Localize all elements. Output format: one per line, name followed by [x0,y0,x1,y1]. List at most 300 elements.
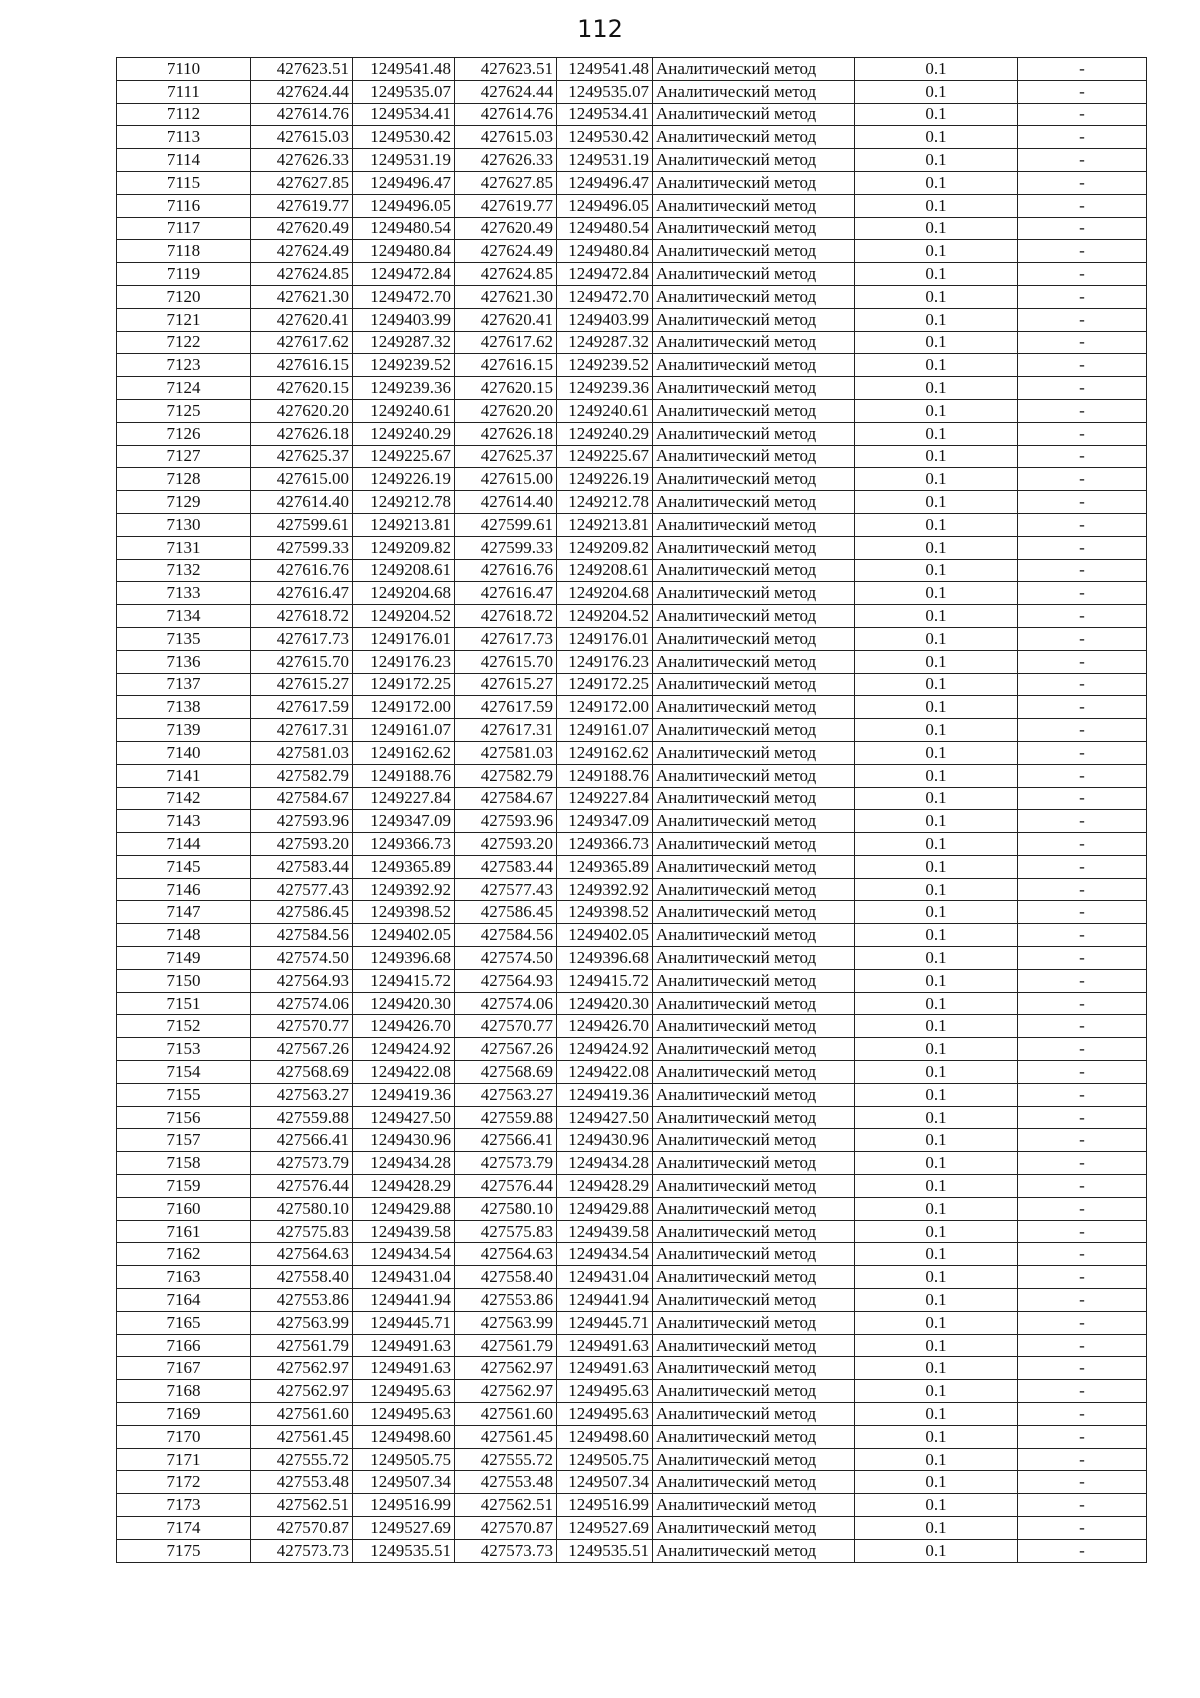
y-coordinate-existing-cell: 1249366.73 [353,833,455,856]
x-coordinate-refined-cell: 427599.33 [455,536,557,559]
accuracy-cell: 0.1 [855,377,1018,400]
x-coordinate-existing-cell: 427586.45 [251,901,353,924]
x-coordinate-refined-cell: 427553.48 [455,1471,557,1494]
y-coordinate-existing-cell: 1249239.36 [353,377,455,400]
point-number-cell: 7121 [117,308,251,331]
determination-method-cell: Аналитический метод [653,833,855,856]
y-coordinate-refined-cell: 1249402.05 [557,924,653,947]
x-coordinate-refined-cell: 427616.47 [455,582,557,605]
y-coordinate-existing-cell: 1249172.25 [353,673,455,696]
y-coordinate-refined-cell: 1249439.58 [557,1220,653,1243]
accuracy-cell: 0.1 [855,217,1018,240]
x-coordinate-existing-cell: 427620.15 [251,377,353,400]
x-coordinate-refined-cell: 427574.06 [455,992,557,1015]
note-cell: - [1018,491,1147,514]
determination-method-cell: Аналитический метод [653,810,855,833]
y-coordinate-existing-cell: 1249188.76 [353,764,455,787]
point-number-cell: 7164 [117,1289,251,1312]
x-coordinate-existing-cell: 427575.83 [251,1220,353,1243]
x-coordinate-refined-cell: 427617.31 [455,719,557,742]
y-coordinate-existing-cell: 1249472.70 [353,285,455,308]
accuracy-cell: 0.1 [855,719,1018,742]
x-coordinate-refined-cell: 427616.76 [455,559,557,582]
x-coordinate-existing-cell: 427570.87 [251,1517,353,1540]
determination-method-cell: Аналитический метод [653,58,855,81]
note-cell: - [1018,1494,1147,1517]
determination-method-cell: Аналитический метод [653,308,855,331]
x-coordinate-existing-cell: 427615.03 [251,126,353,149]
accuracy-cell: 0.1 [855,1425,1018,1448]
x-coordinate-refined-cell: 427593.20 [455,833,557,856]
accuracy-cell: 0.1 [855,285,1018,308]
determination-method-cell: Аналитический метод [653,1152,855,1175]
point-number-cell: 7145 [117,855,251,878]
y-coordinate-refined-cell: 1249240.29 [557,422,653,445]
x-coordinate-refined-cell: 427584.56 [455,924,557,947]
x-coordinate-existing-cell: 427574.50 [251,947,353,970]
x-coordinate-refined-cell: 427624.49 [455,240,557,263]
x-coordinate-existing-cell: 427627.85 [251,171,353,194]
note-cell: - [1018,1517,1147,1540]
y-coordinate-existing-cell: 1249441.94 [353,1289,455,1312]
note-cell: - [1018,1425,1147,1448]
point-number-cell: 7136 [117,650,251,673]
y-coordinate-existing-cell: 1249240.29 [353,422,455,445]
y-coordinate-refined-cell: 1249472.70 [557,285,653,308]
x-coordinate-refined-cell: 427561.60 [455,1403,557,1426]
x-coordinate-existing-cell: 427624.85 [251,263,353,286]
note-cell: - [1018,1083,1147,1106]
x-coordinate-refined-cell: 427614.76 [455,103,557,126]
x-coordinate-existing-cell: 427581.03 [251,741,353,764]
y-coordinate-existing-cell: 1249227.84 [353,787,455,810]
note-cell: - [1018,901,1147,924]
note-cell: - [1018,103,1147,126]
point-number-cell: 7166 [117,1334,251,1357]
y-coordinate-existing-cell: 1249398.52 [353,901,455,924]
x-coordinate-refined-cell: 427562.51 [455,1494,557,1517]
determination-method-cell: Аналитический метод [653,399,855,422]
accuracy-cell: 0.1 [855,1471,1018,1494]
table-row [117,445,1147,468]
x-coordinate-existing-cell: 427615.27 [251,673,353,696]
y-coordinate-existing-cell: 1249204.68 [353,582,455,605]
x-coordinate-existing-cell: 427624.44 [251,80,353,103]
table-row [117,194,1147,217]
point-number-cell: 7129 [117,491,251,514]
x-coordinate-refined-cell: 427627.85 [455,171,557,194]
y-coordinate-existing-cell: 1249419.36 [353,1083,455,1106]
note-cell: - [1018,1243,1147,1266]
x-coordinate-existing-cell: 427615.00 [251,468,353,491]
x-coordinate-refined-cell: 427575.83 [455,1220,557,1243]
x-coordinate-existing-cell: 427562.97 [251,1357,353,1380]
accuracy-cell: 0.1 [855,422,1018,445]
table-row [117,1311,1147,1334]
table-row [117,901,1147,924]
y-coordinate-refined-cell: 1249172.25 [557,673,653,696]
y-coordinate-refined-cell: 1249534.41 [557,103,653,126]
note-cell: - [1018,833,1147,856]
y-coordinate-refined-cell: 1249212.78 [557,491,653,514]
point-number-cell: 7152 [117,1015,251,1038]
determination-method-cell: Аналитический метод [653,764,855,787]
accuracy-cell: 0.1 [855,126,1018,149]
x-coordinate-refined-cell: 427620.41 [455,308,557,331]
y-coordinate-refined-cell: 1249176.23 [557,650,653,673]
determination-method-cell: Аналитический метод [653,354,855,377]
table-row [117,513,1147,536]
table-row [117,1152,1147,1175]
accuracy-cell: 0.1 [855,1015,1018,1038]
note-cell: - [1018,559,1147,582]
point-number-cell: 7117 [117,217,251,240]
determination-method-cell: Аналитический метод [653,741,855,764]
y-coordinate-refined-cell: 1249209.82 [557,536,653,559]
y-coordinate-refined-cell: 1249516.99 [557,1494,653,1517]
point-number-cell: 7158 [117,1152,251,1175]
y-coordinate-refined-cell: 1249535.07 [557,80,653,103]
y-coordinate-existing-cell: 1249212.78 [353,491,455,514]
note-cell: - [1018,217,1147,240]
y-coordinate-existing-cell: 1249424.92 [353,1038,455,1061]
x-coordinate-existing-cell: 427617.73 [251,627,353,650]
accuracy-cell: 0.1 [855,149,1018,172]
determination-method-cell: Аналитический метод [653,1175,855,1198]
point-number-cell: 7128 [117,468,251,491]
y-coordinate-refined-cell: 1249240.61 [557,399,653,422]
point-number-cell: 7160 [117,1197,251,1220]
y-coordinate-refined-cell: 1249429.88 [557,1197,653,1220]
note-cell: - [1018,354,1147,377]
determination-method-cell: Аналитический метод [653,149,855,172]
y-coordinate-refined-cell: 1249204.52 [557,605,653,628]
accuracy-cell: 0.1 [855,194,1018,217]
point-number-cell: 7120 [117,285,251,308]
accuracy-cell: 0.1 [855,1334,1018,1357]
point-number-cell: 7159 [117,1175,251,1198]
y-coordinate-existing-cell: 1249426.70 [353,1015,455,1038]
table-row [117,399,1147,422]
x-coordinate-refined-cell: 427617.73 [455,627,557,650]
y-coordinate-refined-cell: 1249531.19 [557,149,653,172]
determination-method-cell: Аналитический метод [653,1471,855,1494]
accuracy-cell: 0.1 [855,1517,1018,1540]
x-coordinate-refined-cell: 427564.63 [455,1243,557,1266]
determination-method-cell: Аналитический метод [653,422,855,445]
x-coordinate-existing-cell: 427593.20 [251,833,353,856]
y-coordinate-refined-cell: 1249541.48 [557,58,653,81]
y-coordinate-refined-cell: 1249427.50 [557,1106,653,1129]
x-coordinate-refined-cell: 427570.77 [455,1015,557,1038]
x-coordinate-refined-cell: 427564.93 [455,969,557,992]
table-row [117,1266,1147,1289]
determination-method-cell: Аналитический метод [653,947,855,970]
note-cell: - [1018,126,1147,149]
point-number-cell: 7173 [117,1494,251,1517]
y-coordinate-existing-cell: 1249434.28 [353,1152,455,1175]
point-number-cell: 7146 [117,878,251,901]
table-row [117,354,1147,377]
x-coordinate-existing-cell: 427559.88 [251,1106,353,1129]
determination-method-cell: Аналитический метод [653,377,855,400]
y-coordinate-refined-cell: 1249365.89 [557,855,653,878]
table-row [117,719,1147,742]
determination-method-cell: Аналитический метод [653,924,855,947]
x-coordinate-refined-cell: 427616.15 [455,354,557,377]
note-cell: - [1018,445,1147,468]
accuracy-cell: 0.1 [855,1494,1018,1517]
y-coordinate-refined-cell: 1249403.99 [557,308,653,331]
y-coordinate-existing-cell: 1249226.19 [353,468,455,491]
point-number-cell: 7172 [117,1471,251,1494]
y-coordinate-refined-cell: 1249162.62 [557,741,653,764]
note-cell: - [1018,513,1147,536]
x-coordinate-existing-cell: 427555.72 [251,1448,353,1471]
y-coordinate-refined-cell: 1249213.81 [557,513,653,536]
x-coordinate-existing-cell: 427620.20 [251,399,353,422]
note-cell: - [1018,719,1147,742]
note-cell: - [1018,810,1147,833]
point-number-cell: 7139 [117,719,251,742]
table-row [117,605,1147,628]
accuracy-cell: 0.1 [855,1083,1018,1106]
y-coordinate-existing-cell: 1249480.84 [353,240,455,263]
x-coordinate-refined-cell: 427625.37 [455,445,557,468]
table-row [117,1289,1147,1312]
y-coordinate-existing-cell: 1249415.72 [353,969,455,992]
table-row [117,627,1147,650]
x-coordinate-existing-cell: 427574.06 [251,992,353,1015]
table-row [117,741,1147,764]
x-coordinate-existing-cell: 427568.69 [251,1061,353,1084]
table-row [117,1243,1147,1266]
x-coordinate-existing-cell: 427621.30 [251,285,353,308]
determination-method-cell: Аналитический метод [653,719,855,742]
y-coordinate-refined-cell: 1249480.84 [557,240,653,263]
y-coordinate-existing-cell: 1249225.67 [353,445,455,468]
y-coordinate-existing-cell: 1249496.05 [353,194,455,217]
x-coordinate-existing-cell: 427561.45 [251,1425,353,1448]
point-number-cell: 7165 [117,1311,251,1334]
determination-method-cell: Аналитический метод [653,1083,855,1106]
table-row [117,103,1147,126]
x-coordinate-refined-cell: 427583.44 [455,855,557,878]
point-number-cell: 7124 [117,377,251,400]
determination-method-cell: Аналитический метод [653,1197,855,1220]
note-cell: - [1018,1106,1147,1129]
table-row [117,285,1147,308]
accuracy-cell: 0.1 [855,1152,1018,1175]
table-row [117,696,1147,719]
table-row [117,992,1147,1015]
y-coordinate-refined-cell: 1249392.92 [557,878,653,901]
y-coordinate-existing-cell: 1249434.54 [353,1243,455,1266]
table-row [117,308,1147,331]
y-coordinate-refined-cell: 1249535.51 [557,1539,653,1562]
y-coordinate-refined-cell: 1249495.63 [557,1380,653,1403]
point-number-cell: 7118 [117,240,251,263]
accuracy-cell: 0.1 [855,764,1018,787]
y-coordinate-refined-cell: 1249434.54 [557,1243,653,1266]
note-cell: - [1018,1311,1147,1334]
table-row [117,491,1147,514]
y-coordinate-existing-cell: 1249208.61 [353,559,455,582]
note-cell: - [1018,1220,1147,1243]
point-number-cell: 7148 [117,924,251,947]
determination-method-cell: Аналитический метод [653,331,855,354]
point-number-cell: 7111 [117,80,251,103]
determination-method-cell: Аналитический метод [653,536,855,559]
x-coordinate-existing-cell: 427561.60 [251,1403,353,1426]
point-number-cell: 7134 [117,605,251,628]
y-coordinate-existing-cell: 1249176.01 [353,627,455,650]
accuracy-cell: 0.1 [855,1197,1018,1220]
table-row [117,1220,1147,1243]
determination-method-cell: Аналитический метод [653,1517,855,1540]
y-coordinate-existing-cell: 1249505.75 [353,1448,455,1471]
table-row [117,149,1147,172]
y-coordinate-refined-cell: 1249366.73 [557,833,653,856]
y-coordinate-refined-cell: 1249472.84 [557,263,653,286]
y-coordinate-existing-cell: 1249495.63 [353,1403,455,1426]
y-coordinate-refined-cell: 1249415.72 [557,969,653,992]
y-coordinate-existing-cell: 1249507.34 [353,1471,455,1494]
note-cell: - [1018,308,1147,331]
table-row [117,126,1147,149]
accuracy-cell: 0.1 [855,171,1018,194]
x-coordinate-existing-cell: 427619.77 [251,194,353,217]
table-row [117,377,1147,400]
point-number-cell: 7133 [117,582,251,605]
determination-method-cell: Аналитический метод [653,240,855,263]
point-number-cell: 7113 [117,126,251,149]
determination-method-cell: Аналитический метод [653,1243,855,1266]
accuracy-cell: 0.1 [855,468,1018,491]
y-coordinate-existing-cell: 1249527.69 [353,1517,455,1540]
note-cell: - [1018,1175,1147,1198]
y-coordinate-existing-cell: 1249176.23 [353,650,455,673]
y-coordinate-existing-cell: 1249239.52 [353,354,455,377]
note-cell: - [1018,1448,1147,1471]
note-cell: - [1018,58,1147,81]
accuracy-cell: 0.1 [855,1175,1018,1198]
x-coordinate-refined-cell: 427581.03 [455,741,557,764]
note-cell: - [1018,536,1147,559]
x-coordinate-refined-cell: 427619.77 [455,194,557,217]
note-cell: - [1018,787,1147,810]
point-number-cell: 7137 [117,673,251,696]
x-coordinate-existing-cell: 427625.37 [251,445,353,468]
x-coordinate-existing-cell: 427623.51 [251,58,353,81]
table-row [117,650,1147,673]
y-coordinate-existing-cell: 1249541.48 [353,58,455,81]
note-cell: - [1018,1129,1147,1152]
x-coordinate-existing-cell: 427562.97 [251,1380,353,1403]
x-coordinate-existing-cell: 427593.96 [251,810,353,833]
page-number: 112 [577,15,623,43]
x-coordinate-existing-cell: 427617.59 [251,696,353,719]
determination-method-cell: Аналитический метод [653,491,855,514]
table-row [117,855,1147,878]
note-cell: - [1018,194,1147,217]
accuracy-cell: 0.1 [855,627,1018,650]
determination-method-cell: Аналитический метод [653,217,855,240]
y-coordinate-existing-cell: 1249472.84 [353,263,455,286]
point-number-cell: 7153 [117,1038,251,1061]
table-row [117,1083,1147,1106]
point-number-cell: 7112 [117,103,251,126]
note-cell: - [1018,80,1147,103]
determination-method-cell: Аналитический метод [653,1403,855,1426]
y-coordinate-refined-cell: 1249239.52 [557,354,653,377]
note-cell: - [1018,1289,1147,1312]
note-cell: - [1018,947,1147,970]
x-coordinate-refined-cell: 427615.00 [455,468,557,491]
table-row [117,833,1147,856]
note-cell: - [1018,650,1147,673]
x-coordinate-existing-cell: 427563.99 [251,1311,353,1334]
table-row [117,1448,1147,1471]
accuracy-cell: 0.1 [855,58,1018,81]
note-cell: - [1018,969,1147,992]
y-coordinate-existing-cell: 1249172.00 [353,696,455,719]
x-coordinate-refined-cell: 427562.97 [455,1380,557,1403]
y-coordinate-existing-cell: 1249428.29 [353,1175,455,1198]
table-row [117,1380,1147,1403]
y-coordinate-existing-cell: 1249534.41 [353,103,455,126]
accuracy-cell: 0.1 [855,1380,1018,1403]
point-number-cell: 7175 [117,1539,251,1562]
note-cell: - [1018,1061,1147,1084]
accuracy-cell: 0.1 [855,741,1018,764]
point-number-cell: 7170 [117,1425,251,1448]
y-coordinate-refined-cell: 1249226.19 [557,468,653,491]
y-coordinate-refined-cell: 1249505.75 [557,1448,653,1471]
y-coordinate-refined-cell: 1249424.92 [557,1038,653,1061]
point-number-cell: 7151 [117,992,251,1015]
accuracy-cell: 0.1 [855,992,1018,1015]
point-number-cell: 7154 [117,1061,251,1084]
determination-method-cell: Аналитический метод [653,992,855,1015]
y-coordinate-refined-cell: 1249428.29 [557,1175,653,1198]
table-row [117,217,1147,240]
y-coordinate-refined-cell: 1249176.01 [557,627,653,650]
x-coordinate-refined-cell: 427561.45 [455,1425,557,1448]
note-cell: - [1018,741,1147,764]
x-coordinate-refined-cell: 427559.88 [455,1106,557,1129]
note-cell: - [1018,468,1147,491]
x-coordinate-refined-cell: 427558.40 [455,1266,557,1289]
accuracy-cell: 0.1 [855,1289,1018,1312]
accuracy-cell: 0.1 [855,696,1018,719]
point-number-cell: 7132 [117,559,251,582]
determination-method-cell: Аналитический метод [653,1061,855,1084]
determination-method-cell: Аналитический метод [653,103,855,126]
determination-method-cell: Аналитический метод [653,855,855,878]
y-coordinate-refined-cell: 1249491.63 [557,1334,653,1357]
note-cell: - [1018,924,1147,947]
table-row [117,1357,1147,1380]
x-coordinate-refined-cell: 427599.61 [455,513,557,536]
determination-method-cell: Аналитический метод [653,445,855,468]
accuracy-cell: 0.1 [855,673,1018,696]
point-number-cell: 7143 [117,810,251,833]
x-coordinate-refined-cell: 427624.85 [455,263,557,286]
x-coordinate-refined-cell: 427586.45 [455,901,557,924]
table-row [117,171,1147,194]
determination-method-cell: Аналитический метод [653,1357,855,1380]
